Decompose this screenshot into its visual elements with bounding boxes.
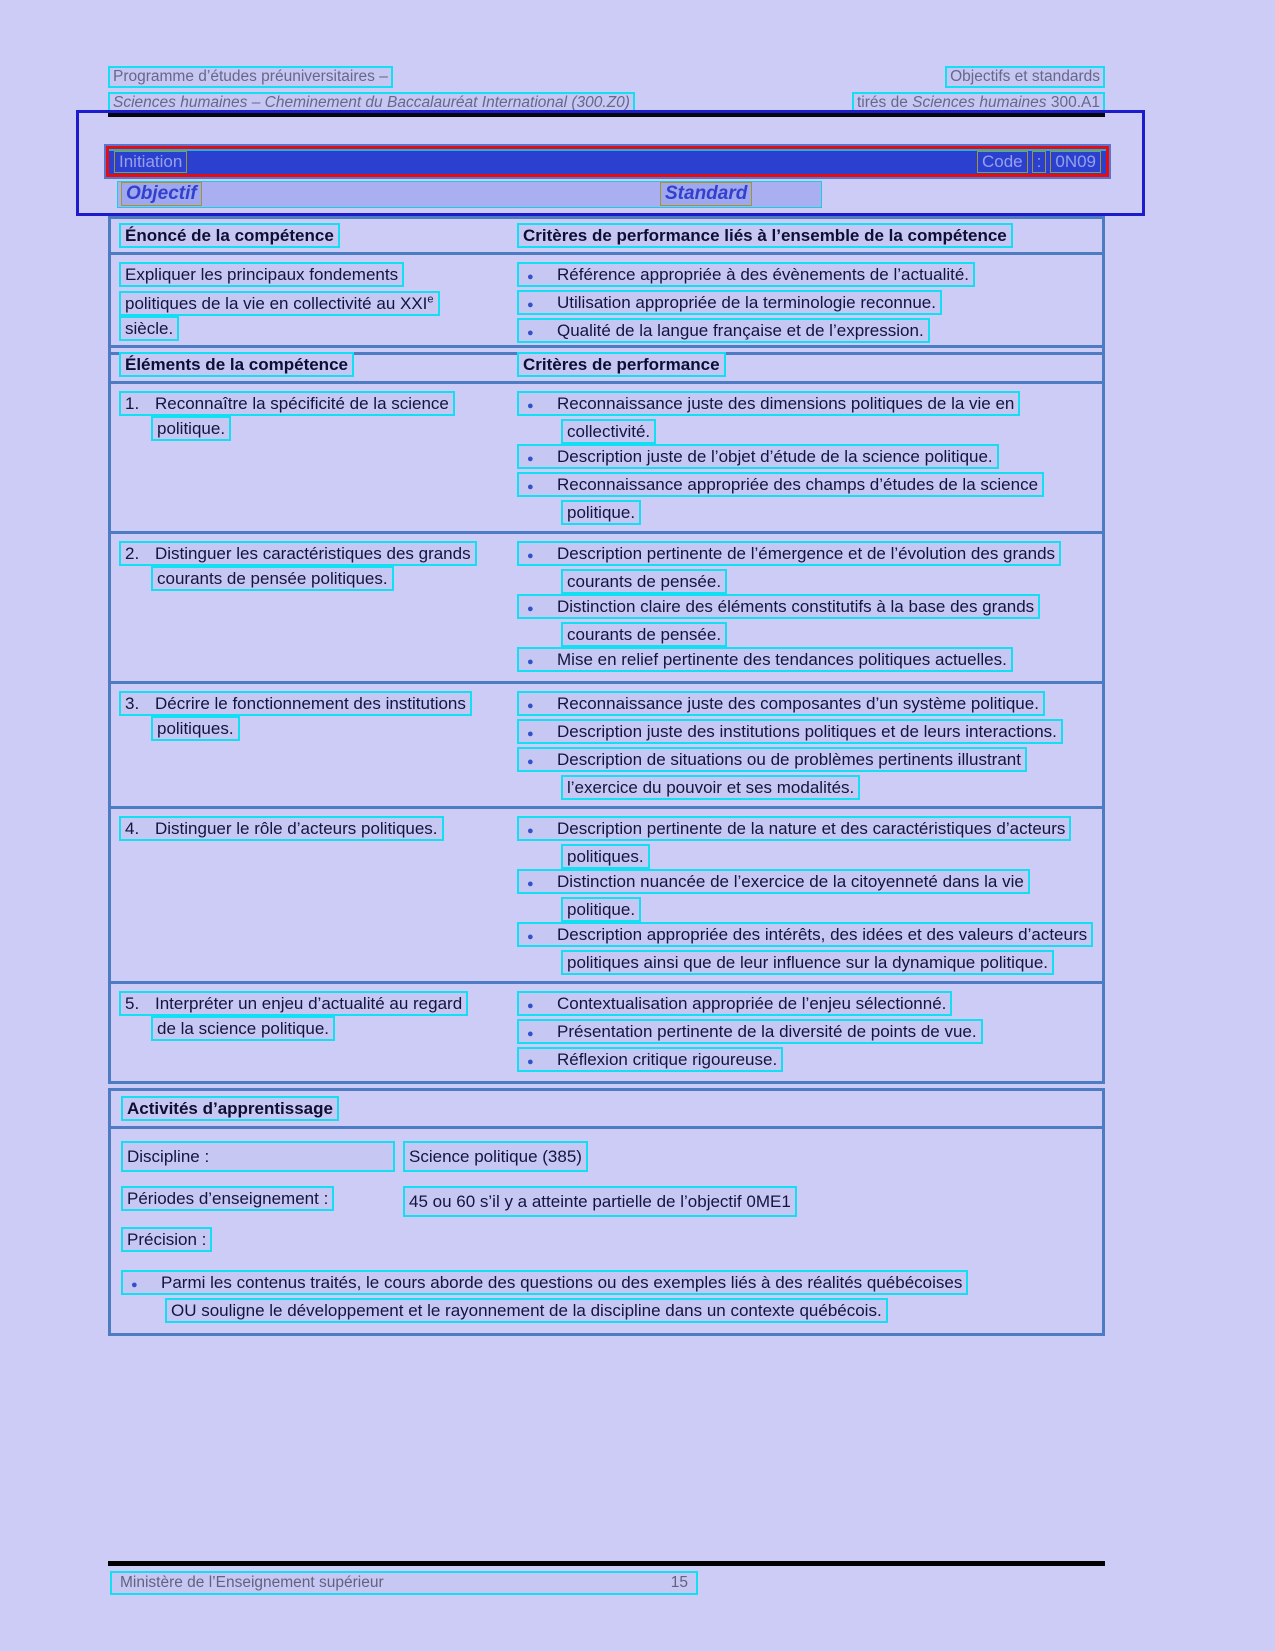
course-level-label: Initiation xyxy=(114,151,187,173)
criterion-text: ● Description pertinente de l’émergence et de l’évolution des grands courants de pensée. xyxy=(517,541,1090,594)
element-row-4 xyxy=(111,806,1102,981)
bullet-icon: ● xyxy=(527,327,534,339)
code-colon: : xyxy=(1032,151,1047,173)
bullet-icon: ● xyxy=(527,271,534,283)
criterion-text: ● Description juste des institutions politiques et de leurs interactions. xyxy=(517,719,1090,747)
criterion-text: ● Présentation pertinente de la diversité de points de vue. xyxy=(517,1019,1090,1047)
superscript-e: e xyxy=(427,293,434,305)
criterion-text: ● Distinction claire des éléments constitutifs à la base des grands courants de pensée. xyxy=(517,594,1090,647)
course-banner-red-frame xyxy=(106,146,1109,177)
objectif-heading: Objectif xyxy=(121,182,202,206)
criterion-text: ● Description juste de l’objet d’étude de la science politique. xyxy=(517,444,1090,472)
table2-col2-header: Critères de performance xyxy=(517,352,726,377)
bullet-icon: ● xyxy=(527,1028,534,1040)
element-text: 2. Distinguer les caractéristiques des grands courants de pensée politiques. xyxy=(119,541,473,591)
page-footer xyxy=(110,1571,698,1595)
bullet-icon: ● xyxy=(131,1279,138,1291)
global-criterion: ● Qualité de la langue française et de l’expression. xyxy=(517,318,1090,346)
competence-elements-table xyxy=(108,345,1105,1084)
global-criterion: ● Utilisation appropriée de la terminologie reconnue. xyxy=(517,290,1090,318)
bullet-icon: ● xyxy=(527,1056,534,1068)
bullet-icon: ● xyxy=(527,825,534,837)
element-row-1 xyxy=(111,384,1102,531)
teaching-periods-row xyxy=(121,1186,1102,1213)
bullet-icon: ● xyxy=(527,878,534,890)
element-text: 5. Interpréter un enjeu d’actualité au regard de la science politique. xyxy=(119,991,473,1041)
criterion-text: ● Distinction nuancée de l’exercice de la citoyenneté dans la vie politique. xyxy=(517,869,1090,922)
criterion-text: ● Reconnaissance appropriée des champs d’études de la science politique. xyxy=(517,472,1090,525)
course-banner xyxy=(104,144,1111,179)
discipline-row xyxy=(121,1141,1102,1172)
criterion-text: ● Réflexion critique rigoureuse. xyxy=(517,1047,1090,1075)
table2-header-row xyxy=(111,348,1102,384)
header-source-reference: tirés de Sciences humaines 300.A1 xyxy=(852,92,1105,114)
periods-value: 45 ou 60 s’il y a atteinte partielle de l’objectif 0ME1 xyxy=(403,1186,797,1217)
bullet-icon: ● xyxy=(527,299,534,311)
bullet-icon: ● xyxy=(527,931,534,943)
competence-statement: Expliquer les principaux fondements politiques de la vie en collectivité au XXIe siècle. xyxy=(119,262,441,341)
criterion-text: ● Description appropriée des intérêts, des idées et des valeurs d’acteurs politiques ainsi que de leur influence sur la dynamique politique. xyxy=(517,922,1090,975)
precision-note: ● Parmi les contenus traités, le cours aborde des questions ou des exemples liés à des réalités québécoises OU souligne le développement et le rayonnement de la discipline dans un contexte québécois. xyxy=(121,1270,1105,1323)
header-line-1 xyxy=(108,66,1105,88)
bullet-icon: ● xyxy=(527,728,534,740)
element-text: 1. Reconnaître la spécificité de la science politique. xyxy=(119,391,473,441)
footer-page-number: 15 xyxy=(670,1574,688,1591)
bullet-icon: ● xyxy=(527,481,534,493)
course-code xyxy=(977,151,1101,173)
criterion-text: ● Description pertinente de la nature et des caractéristiques d’acteurs politiques. xyxy=(517,816,1090,869)
table1-col2-header: Critères de performance liés à l’ensemble de la compétence xyxy=(517,223,1013,248)
footer-divider-rule xyxy=(108,1561,1105,1566)
footer-ministry: Ministère de l’Enseignement supérieur xyxy=(120,1574,384,1591)
precision-row xyxy=(121,1227,1102,1252)
element-row-3 xyxy=(111,681,1102,806)
discipline-value: Science politique (385) xyxy=(403,1141,588,1172)
header-program-title: Programme d’études préuniversitaires – xyxy=(108,66,393,88)
criterion-text: ● Contextualisation appropriée de l’enjeu sélectionné. xyxy=(517,991,1090,1019)
criterion-text: ● Mise en relief pertinente des tendances politiques actuelles. xyxy=(517,647,1090,675)
learning-activities-table xyxy=(108,1088,1105,1336)
bullet-icon: ● xyxy=(527,550,534,562)
bullet-icon: ● xyxy=(527,400,534,412)
precision-label: Précision : xyxy=(121,1227,212,1252)
element-row-5 xyxy=(111,981,1102,1081)
code-label: Code xyxy=(977,151,1028,173)
objectif-standard-band xyxy=(117,181,822,208)
table1-header-row xyxy=(111,219,1102,255)
criterion-text: ● Reconnaissance juste des composantes d’un système politique. xyxy=(517,691,1090,719)
element-text: 3. Décrire le fonctionnement des institutions politiques. xyxy=(119,691,473,741)
bullet-icon: ● xyxy=(527,700,534,712)
global-criterion: ● Référence appropriée à des évènements de l’actualité. xyxy=(517,262,1090,290)
periods-label: Périodes d’enseignement : xyxy=(121,1186,334,1211)
bullet-icon: ● xyxy=(527,756,534,768)
bullet-icon: ● xyxy=(527,603,534,615)
code-value: 0N09 xyxy=(1050,151,1101,173)
discipline-label: Discipline : xyxy=(121,1141,395,1172)
table1-col1-header: Énoncé de la compétence xyxy=(119,223,340,248)
criterion-text: ● Reconnaissance juste des dimensions politiques de la vie en collectivité. xyxy=(517,391,1090,444)
header-program-subtitle: Sciences humaines – Cheminement du Baccalauréat International (300.Z0) xyxy=(108,92,635,114)
activities-title: Activités d’apprentissage xyxy=(121,1096,339,1121)
criterion-text: ● Description de situations ou de problèmes pertinents illustrant l’exercice du pouvoir et ses modalités. xyxy=(517,747,1090,800)
standard-heading: Standard xyxy=(660,182,752,206)
table2-col1-header: Éléments de la compétence xyxy=(119,352,354,377)
element-row-2 xyxy=(111,531,1102,681)
header-objectifs-standards: Objectifs et standards xyxy=(945,66,1105,88)
bullet-icon: ● xyxy=(527,453,534,465)
bullet-icon: ● xyxy=(527,656,534,668)
table1-content-row xyxy=(111,255,1102,352)
competence-statement-table xyxy=(108,216,1105,355)
bullet-icon: ● xyxy=(527,1000,534,1012)
element-text: 4. Distinguer le rôle d’acteurs politiques. xyxy=(119,816,473,841)
